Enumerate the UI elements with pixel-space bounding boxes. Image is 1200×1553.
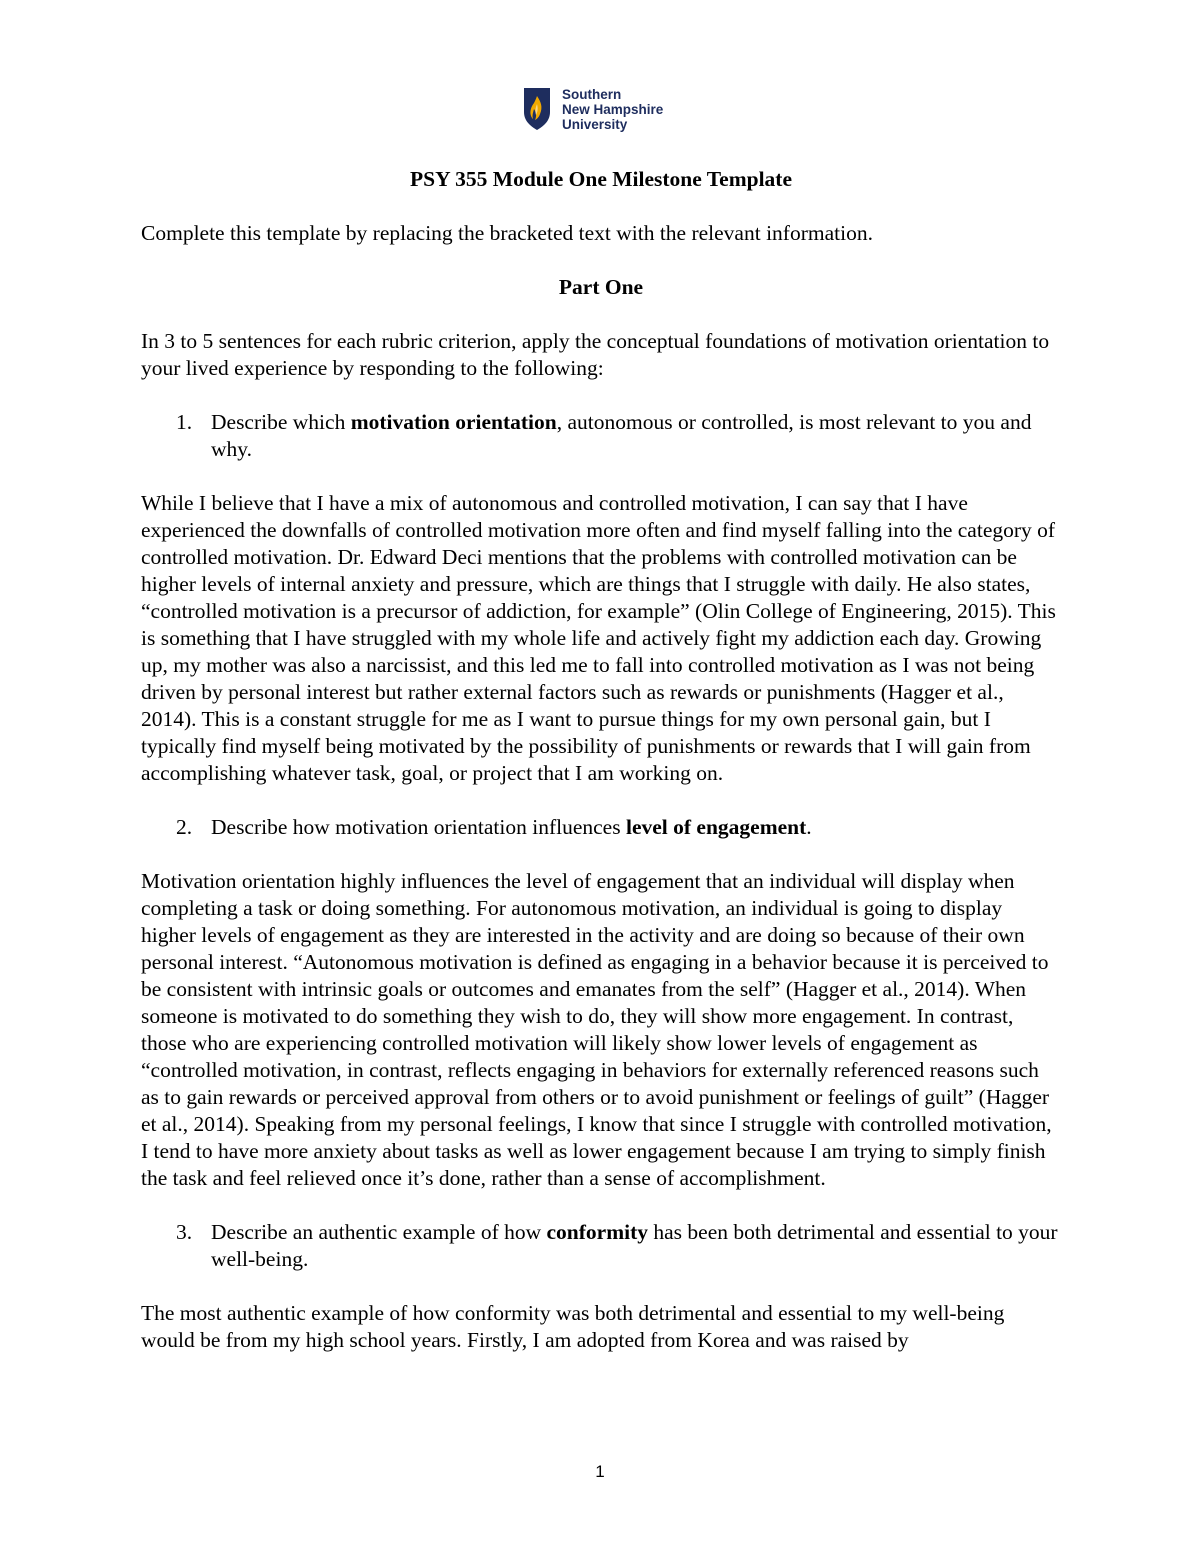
logo-line-3: University (562, 116, 628, 132)
prompt-item-1 (176, 409, 1061, 463)
prompt-item-3 (176, 1219, 1061, 1273)
prompt-text: Describe which motivation orientation, autonomous or controlled, is most relevant to you and why. (211, 410, 1032, 461)
logo-line-1: Southern (562, 86, 622, 102)
page-number: 1 (595, 1462, 605, 1481)
prompt-item-2 (176, 814, 1061, 841)
logo-wordmark (562, 87, 663, 132)
prompt-number: 1. (176, 410, 193, 434)
document-body (141, 166, 1061, 1381)
part-heading: Part One (558, 275, 644, 299)
response-paragraph-1: While I believe that I have a mix of autonomous and controlled motivation, I can say that I have experienced the downfalls of controlled motivation more often and find myself falling into the category of controlled motivation. Dr. Edward Deci mentions that the problems with controlled motivation can be higher levels of internal anxiety and pressure, which are things that I struggle with daily. He also states, “controlled motivation is a precursor of addiction, for example” (Olin College of Engineering, 2015). This is something that I have struggled with my whole life and actively fight my addiction each day. Growing up, my mother was also a narcissist, and this led me to fall into controlled motivation as I was not being driven by personal interest but rather external factors such as rewards or punishments (Hagger et al., 2014). This is a constant struggle for me as I want to pursue things for my own personal gain, but I typically find myself being motivated by the possibility of punishments or rewards that I will gain from accomplishing whatever task, goal, or project that I am working on. (141, 491, 1056, 785)
prompt-number: 2. (176, 815, 193, 839)
logo-line-2: New Hampshire (562, 101, 664, 117)
prompt-number: 3. (176, 1220, 193, 1244)
intro-paragraph: In 3 to 5 sentences for each rubric criterion, apply the conceptual foundations of motivation orientation to your lived experience by responding to the following: (141, 329, 1050, 380)
snhu-shield-icon (522, 86, 552, 132)
prompt-text: Describe an authentic example of how conformity has been both detrimental and essential to your well-being. (211, 1220, 1058, 1271)
response-paragraph-3: The most authentic example of how conformity was both detrimental and essential to my well-being would be from my high school years. Firstly, I am adopted from Korea and was raised by (141, 1301, 1005, 1352)
university-logo (522, 84, 692, 134)
prompt-text: Describe how motivation orientation influences level of engagement. (211, 815, 812, 839)
instructions: Complete this template by replacing the bracketed text with the relevant information. (141, 221, 873, 245)
document-title: PSY 355 Module One Milestone Template (409, 167, 792, 191)
response-paragraph-2: Motivation orientation highly influences the level of engagement that an individual will display when completing a task or doing something. For autonomous motivation, an individual is going to display higher levels of engagement as they are interested in the activity and are doing so because of their own personal interest. “Autonomous motivation is defined as engaging in a behavior because it is perceived to be consistent with intrinsic goals or outcomes and emanates from the self” (Hagger et al., 2014). When someone is motivated to do something they wish to do, they will show more engagement. In contrast, those who are experiencing controlled motivation will likely show lower levels of engagement as “controlled motivation, in contrast, reflects engaging in behaviors for externally referenced reasons such as to gain rewards or perceived approval from others or to avoid punishment or feelings of guilt” (Hagger et al., 2014). Speaking from my personal feelings, I know that since I struggle with controlled motivation, I tend to have more anxiety about tasks as well as lower engagement because I am trying to simply finish the task and feel relieved once it’s done, rather than a sense of accomplishment. (141, 869, 1052, 1190)
